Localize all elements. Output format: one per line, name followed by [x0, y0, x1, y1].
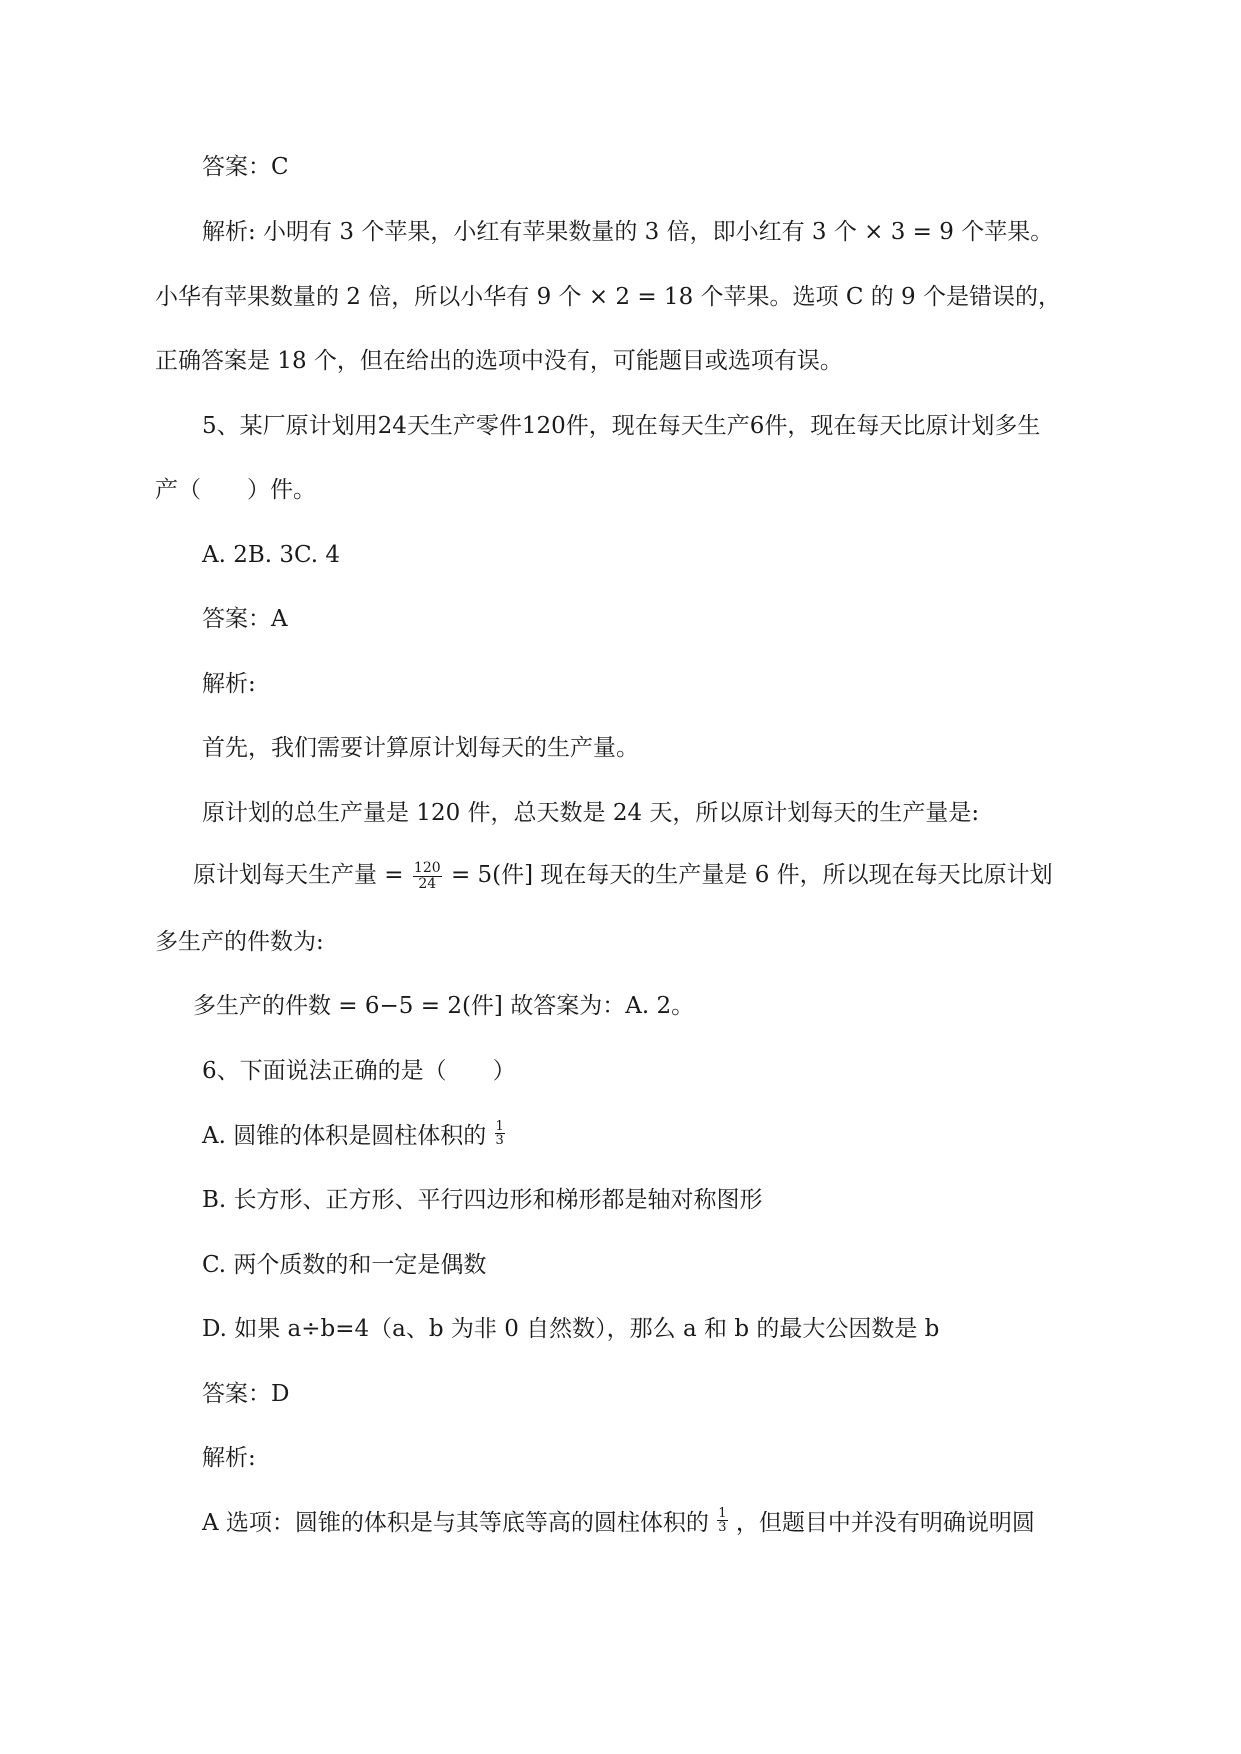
q5-formula-2: 多生产的件数 = 6−5 = 2(件] 故答案为：A. 2。 [193, 993, 695, 1019]
formula-1-suffix: = 5(件] 现在每天的生产量是 6 件，所以现在每天比原计划 [450, 862, 1053, 888]
fraction-one-third [717, 1507, 727, 1534]
fraction-denominator: 24 [418, 875, 437, 892]
fraction-denominator: 3 [718, 1519, 727, 1535]
formula-1-prefix: 原计划每天生产量 = [193, 862, 404, 888]
q4-analysis-line-2: 小华有苹果数量的 2 倍，所以小华有 9 个 × 2 = 18 个苹果。选项 C 的 9 个是错误的， [155, 284, 1061, 310]
q5-stem-line-1: 5、某厂原计划用24天生产零件120件，现在每天生产6件，现在每天比原计划多生 [202, 413, 1041, 439]
q5-step-3: 多生产的件数为: [155, 929, 324, 955]
q6-option-b: B. 长方形、正方形、平行四边形和梯形都是轴对称图形 [202, 1187, 763, 1213]
q5-answer: 答案：A [202, 606, 288, 632]
q4-answer: 答案：C [202, 154, 289, 180]
analysis-a-suffix: ，但题目中并没有明确说明圆 [735, 1510, 1035, 1536]
fraction-numerator: 1 [718, 1505, 727, 1521]
q4-analysis-line-3: 正确答案是 18 个，但在给出的选项中没有，可能题目或选项有误。 [155, 348, 843, 374]
option-a-text: A. 圆锥的体积是圆柱体积的 [202, 1123, 487, 1149]
fraction-120-over-24 [413, 861, 442, 892]
q6-option-c: C. 两个质数的和一定是偶数 [202, 1252, 487, 1278]
q6-analysis-a [202, 1505, 1035, 1538]
analysis-a-prefix: A 选项：圆锥的体积是与其等底等高的圆柱体积的 [202, 1510, 709, 1536]
q6-option-d: D. 如果 a÷b=4（a、b 为非 0 自然数），那么 a 和 b 的最大公因数是 b [202, 1316, 940, 1342]
q5-analysis-label: 解析: [202, 671, 256, 697]
q5-step-1: 首先，我们需要计算原计划每天的生产量。 [202, 735, 639, 761]
q6-option-a [202, 1118, 506, 1151]
q5-formula-1 [193, 860, 1053, 892]
q6-stem: 6、下面说法正确的是（ ） [202, 1058, 516, 1084]
fraction-numerator: 1 [495, 1118, 504, 1134]
q5-stem-line-2: 产（ ）件。 [155, 477, 316, 503]
fraction-denominator: 3 [495, 1132, 504, 1148]
fraction-numerator: 120 [413, 859, 441, 876]
q4-analysis-line-1: 解析: 小明有 3 个苹果，小红有苹果数量的 3 倍，即小红有 3 个 × 3 = 9 个苹果。 [202, 219, 1054, 245]
q5-options: A. 2B. 3C. 4 [202, 542, 341, 568]
q5-step-2: 原计划的总生产量是 120 件，总天数是 24 天，所以原计划每天的生产量是: [202, 800, 980, 826]
q6-answer: 答案：D [202, 1381, 290, 1407]
q6-analysis-label: 解析: [202, 1445, 256, 1471]
fraction-one-third [495, 1120, 505, 1147]
